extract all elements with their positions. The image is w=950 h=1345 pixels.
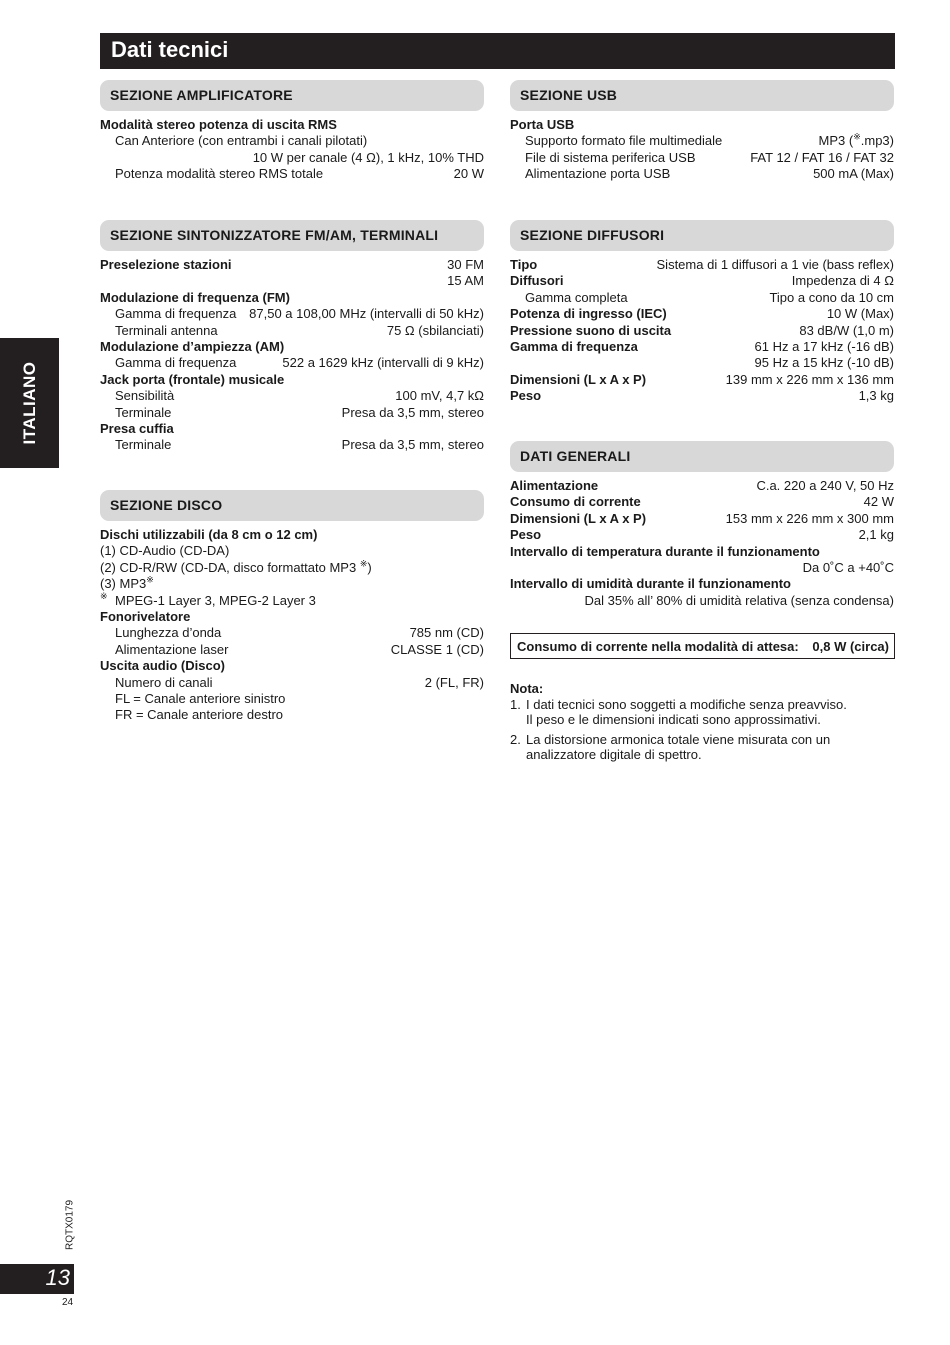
- spec-row: [510, 323, 894, 339]
- spec-value: Sistema di 1 diffusori a 1 vie (bass reflex): [656, 257, 894, 272]
- spec-label-group: [100, 576, 154, 592]
- section-header: [510, 80, 894, 111]
- notes: [510, 681, 894, 767]
- spec-value: Presa da 3,5 mm, stereo: [341, 437, 484, 453]
- spec-label: Alimentazione laser: [115, 641, 229, 657]
- spec-label: Modalità stereo potenza di uscita RMS: [100, 117, 337, 132]
- spec-label: (3) MP3: [100, 576, 147, 592]
- sub-page-number: 24: [62, 1297, 74, 1308]
- spec-label: Terminale: [115, 437, 172, 453]
- section-title: SEZIONE DISCO: [110, 497, 223, 513]
- spec-row: [510, 560, 894, 576]
- spec-row: [100, 437, 484, 453]
- spec-label: FR = Canale anteriore destro: [115, 707, 284, 723]
- spec-row: [100, 609, 484, 625]
- spec-row: [100, 355, 484, 371]
- spec-value: 785 nm (CD): [409, 625, 484, 641]
- spec-label: Modulazione d’ampiezza (AM): [100, 338, 285, 354]
- spec-row: [510, 273, 894, 289]
- spec-label: Jack porta (frontale) musicale: [100, 371, 285, 387]
- note-number: 2.: [510, 732, 521, 747]
- spec-value: Impedenza di 4 Ω: [791, 273, 894, 289]
- spec-row: [100, 625, 484, 641]
- footnote-mark: ※: [359, 558, 368, 569]
- note-line: Il peso e le dimensioni indicati sono approssimativi.: [526, 712, 821, 727]
- section-header: [100, 490, 484, 521]
- spec-row: [510, 478, 894, 494]
- spec-row: [510, 544, 894, 560]
- spec-row: [100, 543, 484, 559]
- page-title: Dati tecnici: [111, 37, 229, 62]
- notes-title: Nota:: [510, 681, 544, 696]
- spec-row: [100, 707, 484, 723]
- spec-label: Modulazione di frequenza (FM): [100, 289, 290, 305]
- spec-row: [100, 658, 484, 674]
- spec-value: Presa da 3,5 mm, stereo: [341, 404, 484, 420]
- spec-value: Tipo a cono da 10 cm: [769, 289, 894, 305]
- spec-label: Peso: [510, 388, 542, 404]
- spec-row: [510, 527, 894, 543]
- spec-row: [100, 133, 484, 149]
- spec-row: [100, 166, 484, 182]
- spec-row: [510, 306, 894, 322]
- spec-row: [510, 511, 894, 527]
- model-code: RQTX0179: [64, 1199, 76, 1251]
- section-title: SEZIONE DIFFUSORI: [520, 227, 665, 243]
- spec-row: [510, 372, 894, 388]
- spec-label: Can Anteriore (con entrambi i canali pilotati): [115, 133, 368, 149]
- note-item: [510, 697, 894, 727]
- usb-section: [510, 80, 894, 183]
- amplifier-section: [100, 80, 484, 183]
- spec-value: 2 (FL, FR): [424, 674, 484, 690]
- general-section: [510, 441, 894, 609]
- spec-label: Uscita audio (Disco): [100, 658, 225, 674]
- spec-label-suffix: ): [367, 559, 372, 575]
- spec-value: 100 mV, 4,7 kΩ: [395, 388, 484, 404]
- spec-label: FL = Canale anteriore sinistro: [115, 690, 286, 706]
- section-title: SEZIONE USB: [520, 87, 618, 103]
- spec-label: Tipo: [510, 257, 538, 272]
- spec-label: Terminali antenna: [115, 322, 218, 338]
- spec-value: 83 dB/W (1,0 m): [799, 322, 894, 338]
- spec-label: Intervallo di umidità durante il funzionamento: [510, 576, 791, 592]
- spec-value: C.a. 220 a 240 V, 50 Hz: [756, 478, 894, 493]
- note-line: La distorsione armonica totale viene misurata con un: [526, 732, 831, 747]
- spec-row: [510, 166, 894, 182]
- spec-value: 30 FM: [447, 257, 484, 272]
- spec-label: Dimensioni (L x A x P): [510, 510, 647, 526]
- spec-value: .mp3): [860, 133, 894, 149]
- spec-label: Porta USB: [510, 117, 575, 132]
- spec-label: Gamma di frequenza: [115, 355, 237, 371]
- spec-row: [100, 421, 484, 437]
- spec-value: 10 W (Max): [826, 306, 894, 322]
- spec-label: Pressione suono di uscita: [510, 322, 672, 338]
- spec-label: Terminale: [115, 404, 172, 420]
- spec-label: Fonorivelatore: [100, 608, 191, 624]
- spec-row: [100, 691, 484, 707]
- spec-row: [510, 593, 894, 609]
- spec-value: 1,3 kg: [858, 388, 894, 404]
- spec-row: [100, 372, 484, 388]
- spec-label: Supporto formato file multimediale: [525, 133, 723, 149]
- page-title-bar: [100, 33, 895, 69]
- section-header: [100, 80, 484, 111]
- spec-value: 522 a 1629 kHz (intervalli di 9 kHz): [282, 355, 484, 371]
- spec-label: Gamma di frequenza: [510, 338, 638, 354]
- note-item: [510, 732, 894, 762]
- spec-row: [100, 405, 484, 421]
- spec-value: 10 W per canale (4 Ω), 1 kHz, 10% THD: [252, 149, 484, 165]
- spec-value: FAT 12 / FAT 16 / FAT 32: [750, 149, 894, 165]
- spec-row: [510, 133, 894, 149]
- spec-value: 2,1 kg: [858, 527, 894, 543]
- spec-value: CLASSE 1 (CD): [390, 641, 484, 657]
- spec-value-group: [819, 133, 894, 149]
- spec-label: MPEG-1 Layer 3, MPEG-2 Layer 3: [115, 592, 316, 608]
- spec-row: [100, 273, 484, 289]
- disc-section: [100, 490, 484, 724]
- spec-label-group: ※ MPEG-1 Layer 3, MPEG-2 Layer 3: [100, 591, 316, 608]
- spec-row: [510, 355, 894, 371]
- spec-row: [100, 117, 484, 133]
- note-line: analizzatore digitale di spettro.: [526, 747, 702, 762]
- spec-row: [100, 642, 484, 658]
- spec-label: Lunghezza d’onda: [115, 625, 222, 641]
- spec-value: Da 0˚C a +40˚C: [802, 559, 894, 575]
- language-tab: [0, 338, 59, 468]
- spec-row: [100, 388, 484, 404]
- spec-value: 15 AM: [447, 273, 484, 289]
- spec-value: 95 Hz a 15 kHz (-10 dB): [754, 355, 894, 371]
- spec-value: 139 mm x 226 mm x 136 mm: [725, 371, 894, 387]
- footnote-mark: ※: [853, 132, 861, 143]
- page-number-box: [0, 1264, 74, 1294]
- spec-value: 87,50 a 108,00 MHz (intervalli di 50 kHz): [249, 306, 484, 322]
- language-label: ITALIANO: [19, 361, 39, 445]
- footnote-row: [100, 593, 484, 609]
- section-title: SEZIONE SINTONIZZATORE FM/AM, TERMINALI: [110, 227, 439, 243]
- spec-label: Consumo di corrente: [510, 494, 641, 510]
- standby-power-box: [510, 633, 895, 659]
- spec-label: Preselezione stazioni: [100, 257, 232, 272]
- spec-row: [100, 527, 484, 543]
- spec-value-prefix: MP3 (: [818, 133, 854, 149]
- spec-row: [100, 560, 484, 576]
- spec-row: [100, 323, 484, 339]
- spec-label: Sensibilità: [115, 388, 175, 404]
- spec-value: 75 Ω (sbilanciati): [386, 322, 484, 338]
- spec-row: [100, 339, 484, 355]
- spec-label: Gamma di frequenza: [115, 306, 237, 322]
- spec-label: Peso: [510, 527, 542, 543]
- note-line: I dati tecnici sono soggetti a modifiche senza preavviso.: [526, 697, 847, 712]
- spec-value: 153 mm x 226 mm x 300 mm: [725, 510, 894, 526]
- spec-row: [510, 150, 894, 166]
- spec-value: 61 Hz a 17 kHz (-16 dB): [754, 338, 894, 354]
- spec-label: (2) CD-R/RW (CD-DA, disco formattato MP3: [100, 559, 357, 575]
- section-header: [510, 220, 894, 251]
- spec-row: [100, 257, 484, 273]
- spec-value: Dal 35% all’ 80% di umidità relativa (senza condensa): [584, 592, 894, 608]
- standby-label: Consumo di corrente nella modalità di attesa:: [517, 639, 799, 654]
- spec-label: Potenza modalità stereo RMS totale: [115, 166, 324, 182]
- section-title: DATI GENERALI: [520, 448, 631, 464]
- spec-label: (1) CD-Audio (CD-DA): [100, 543, 230, 559]
- section-header: [100, 220, 484, 251]
- spec-row: [510, 388, 894, 404]
- spec-label: File di sistema periferica USB: [525, 149, 696, 165]
- spec-row: [510, 494, 894, 510]
- spec-row: [510, 117, 894, 133]
- section-title: SEZIONE AMPLIFICATORE: [110, 87, 293, 103]
- spec-row: [100, 290, 484, 306]
- note-number: 1.: [510, 697, 521, 712]
- spec-label: Alimentazione: [510, 478, 599, 493]
- page-number: 13: [45, 1265, 70, 1290]
- spec-label: Alimentazione porta USB: [525, 166, 671, 182]
- spec-value: 500 mA (Max): [813, 166, 894, 182]
- spec-row: [100, 306, 484, 322]
- spec-label: Diffusori: [510, 273, 564, 289]
- spec-label: Potenza di ingresso (IEC): [510, 306, 667, 322]
- spec-row: [510, 576, 894, 592]
- spec-label: Presa cuffia: [100, 420, 174, 436]
- speakers-section: [510, 220, 894, 405]
- footnote-mark: ※: [146, 574, 154, 585]
- section-header: [510, 441, 894, 472]
- tuner-section: [100, 220, 484, 454]
- spec-row: [510, 257, 894, 273]
- spec-value: 20 W: [453, 166, 484, 182]
- spec-row: [100, 675, 484, 691]
- spec-label: Numero di canali: [115, 674, 213, 690]
- spec-value: 42 W: [863, 494, 894, 510]
- spec-label-group: [100, 560, 372, 576]
- spec-row: [100, 576, 484, 592]
- spec-label: Gamma completa: [525, 289, 628, 305]
- spec-label: Intervallo di temperatura durante il funzionamento: [510, 543, 820, 559]
- standby-value: 0,8 W (circa): [812, 639, 889, 654]
- spec-row: [510, 290, 894, 306]
- spec-label: Dimensioni (L x A x P): [510, 371, 647, 387]
- spec-row: [510, 339, 894, 355]
- spec-row: [100, 150, 484, 166]
- spec-label: Dischi utilizzabili (da 8 cm o 12 cm): [100, 527, 318, 542]
